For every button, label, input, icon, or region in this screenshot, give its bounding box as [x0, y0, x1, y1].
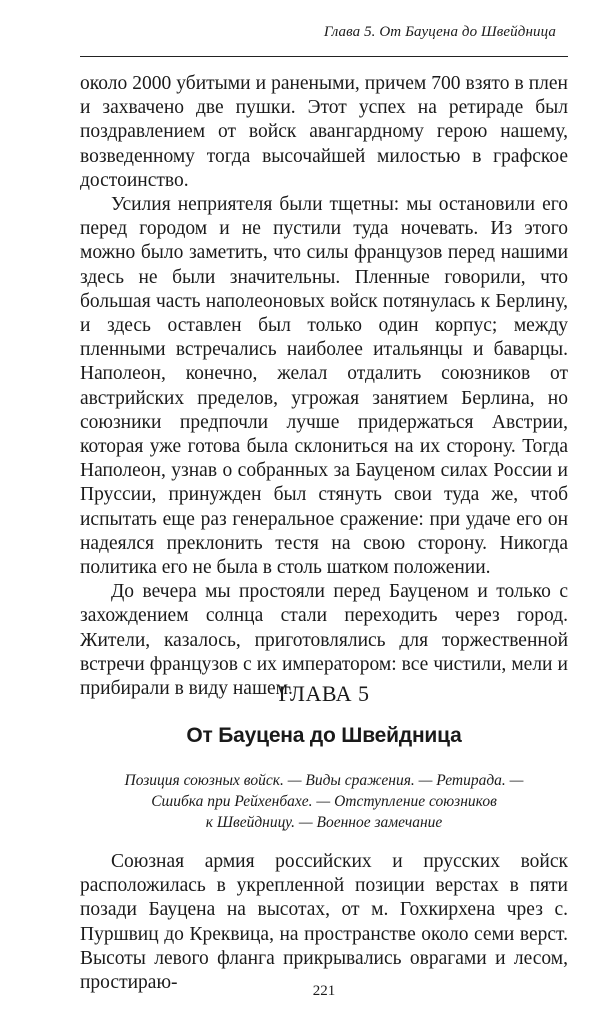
paragraph-1: около 2000 убитыми и ранеными, причем 700 взято в плен и захвачено две пушки. Этот успех на ретираде был поздравлением от войск авангардному герою нашему, возведенному тогда высочайшей милостью в графское достоинство. — [80, 73, 568, 191]
body-text-bottom — [80, 850, 568, 995]
page-number: 221 — [312, 983, 336, 999]
synopsis-line-2: Сшибка при Рейхенбахе. — Отступление союзников — [151, 793, 497, 810]
running-head: Глава 5. От Бауцена до Швейдница — [323, 24, 556, 40]
synopsis-line-1: Позиция союзных войск. — Виды сражения. — Ретирада. — — [124, 772, 524, 789]
body-text-top — [80, 72, 568, 701]
chapter-label: ГЛАВА 5 — [278, 681, 370, 706]
paragraph-3: До вечера мы простояли перед Бауценом и только с захождением солнца стали переходить через город. Жители, казалось, приготовлялись для торжественной встречи французов с их императором: все чистили, мели и прибирали в виду нашем. — [80, 581, 568, 700]
paragraph-4: Союзная армия российских и прусских войск расположилась в укрепленной позиции верстах в пяти позади Бауцена на высотах, от м. Гохкирхена чрез с. Пуршвиц до Креквица, на пространстве около семи верст. Высоты левого фланга прикрывались оврагами и лесом, простираю- — [80, 851, 568, 994]
header-rule — [80, 56, 568, 57]
paragraph-2: Усилия неприятеля были тщетны: мы остановили его перед городом и не пустили туда ночевать. Из этого можно было заметить, что силы французов перед нашими здесь не были значительны. Пленные говорили, что большая часть наполеоновых войск потянулась к Берлину, и здесь оставлен был только один корпус; между пленными встречались наиболее итальянцы и баварцы. Наполеон, конечно, желал отдалить союзников от австрийских пределов, угрожая занятием Берлина, но союзники предпочли лучше придержаться Австрии, которая уже готова была склониться на их сторону. Тогда Наполеон, узнав о собранных за Бауценом силах России и Пруссии, принужден был стянуть свои туда же, чтоб испытать еще раз генеральное сражение: при удаче его он надеялся преклонить тестя на свою сторону. Никогда политика его не была в столь шатком положении. — [80, 194, 568, 579]
synopsis-line-3: к Швейдницу. — Военное замечание — [205, 814, 443, 831]
chapter-synopsis — [80, 770, 568, 833]
chapter-title: От Бауцена до Швейдница — [186, 724, 462, 747]
